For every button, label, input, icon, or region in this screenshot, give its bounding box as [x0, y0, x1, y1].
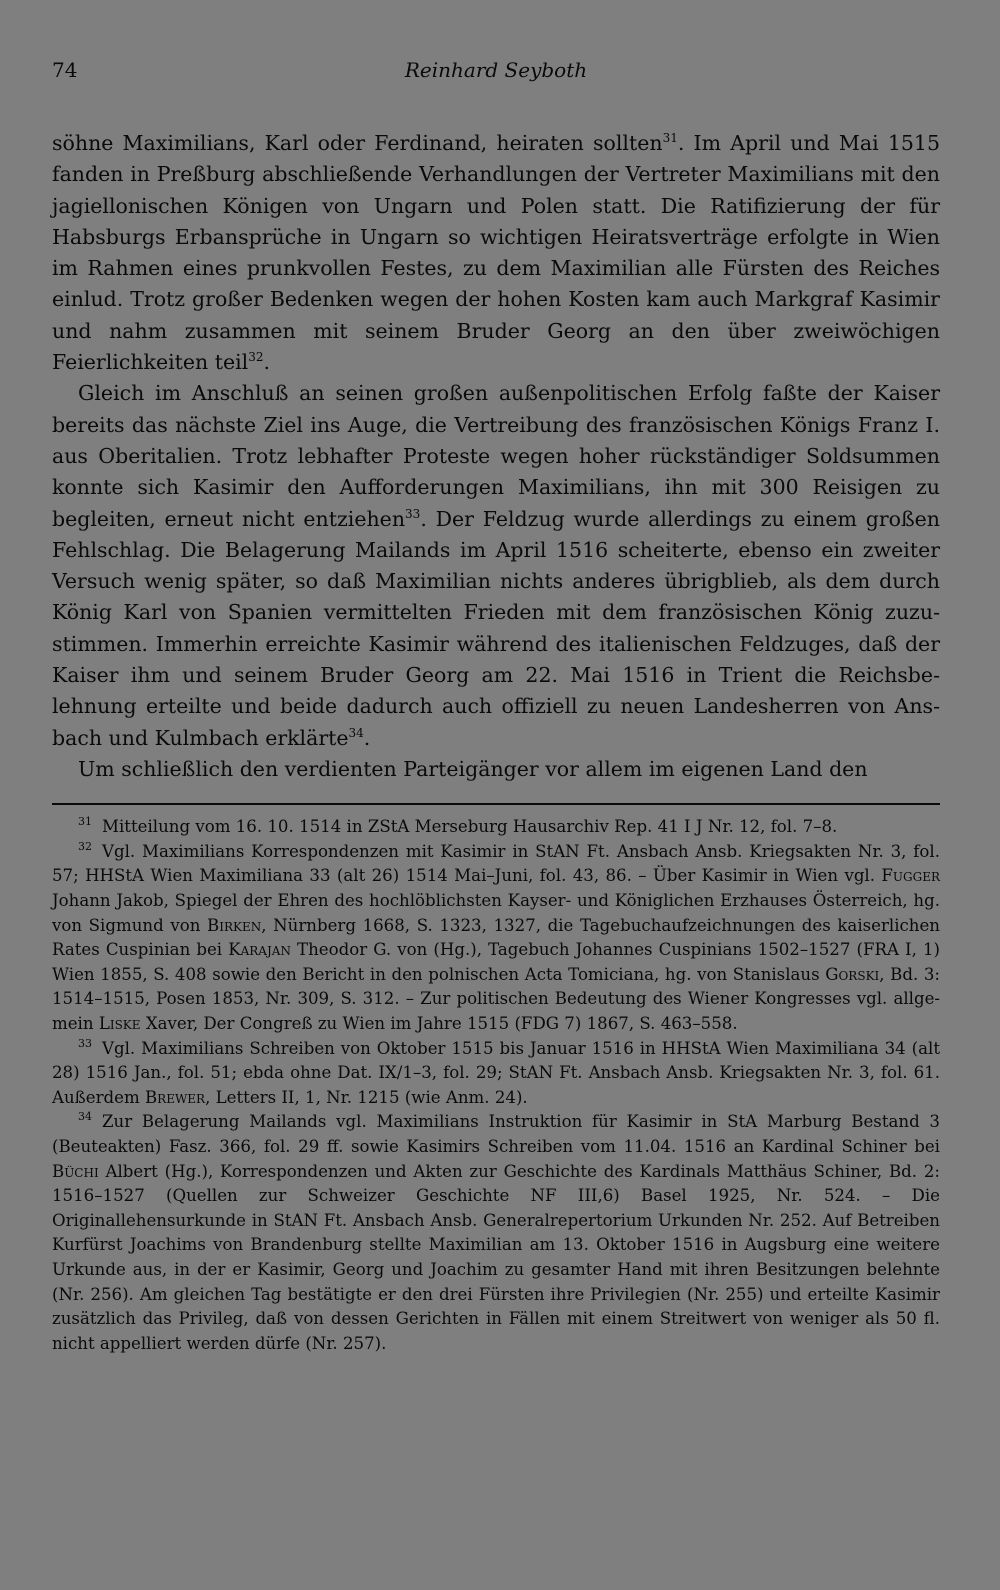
- footnote-text: Mitteilung vom 16. 10. 1514 in ZStA Merseburg Hausarchiv Rep. 41 I J Nr. 12, fol. 7–8.: [102, 817, 838, 837]
- author-name: Birken: [207, 915, 262, 935]
- page-number: 74: [52, 58, 78, 82]
- page-header: [52, 52, 940, 92]
- footnote-text: Xaver, Der Congreß zu Wien im Jahre 1515 (FDG 7) 1867, S. 463–558.: [140, 1013, 738, 1033]
- footnote-text: Zur Belagerung Mailands vgl. Maximilians Instruktion für Kasimir in StA Marburg Bestand 3 (Beuteakten) Fasz. 366, fol. 29 ff. sowie Kasimirs Schreiben vom 11.04. 1516 an Kardinal Schiner bei: [52, 1112, 940, 1156]
- text-run: .: [363, 725, 371, 750]
- footnote-text: Theodor G. von (Hg.), Tagebuch Johannes Cuspinians 1502–1527 (FRA I, 1) Wien 1855, S. 408 sowie den Bericht in den polnischen Acta Tomiciana, hg. von Stanislaus: [52, 940, 940, 984]
- footnote-number: 31: [78, 815, 92, 829]
- author-name: Gorski: [825, 964, 880, 984]
- footnote-text: , Bd. 3: 1514–1515, Posen 1853, Nr. 309, S. 312. – Zur politischen Bedeutung des Wiener Kongresses vgl. allgemein: [52, 964, 940, 1033]
- paragraph: [52, 128, 940, 378]
- footnote-ref: 33: [405, 506, 421, 521]
- paragraph: Um schließlich den verdienten Parteigänger vor allem im eigenen Land den: [78, 756, 868, 781]
- author-name: Liske: [98, 1013, 141, 1033]
- text-run: Gleich im Anschluß an seinen großen außenpolitischen Erfolg faßte der Kaiser bereits das nächste Ziel ins Auge, die Vertreibung des französischen Königs Franz I. aus Oberitalien. Trotz lebhafter Proteste wegen hoher rückständiger Soldsummen konnte sich Kasimir den Aufforderungen Maximilians, ihn mit 300 Reisigen zu begleiten, erneut nicht entziehen: [52, 381, 940, 531]
- footnotes: [52, 815, 940, 1356]
- footnote-33: [52, 1037, 940, 1111]
- author-name: Büchi: [52, 1161, 99, 1181]
- footnote-text: Vgl. Maximilians Korrespondenzen mit Kasimir in StAN Ft. Ansbach Ansb. Kriegsakten Nr. 3, fol. 57; HHStA Wien Maximiliana 33 (alt 26) 1514 Mai–Juni, fol. 43, 86. – Über Kasimir in Wien vgl.: [52, 841, 940, 886]
- footnote-text: , Nürnberg 1668, S. 1323, 1327, die Tagebuchaufzeichnungen des kaiserlichen Rates Cuspinian bei: [52, 915, 940, 960]
- footnote-ref: 32: [248, 350, 264, 365]
- footnote-ref: 34: [348, 725, 364, 740]
- text-run: söhne Maximilians, Karl oder Ferdinand, heiraten sollten: [52, 131, 663, 155]
- book-page: [52, 52, 940, 1356]
- footnote-34: [52, 1110, 940, 1356]
- footnote-31: [52, 815, 940, 840]
- text-run: .: [263, 350, 271, 375]
- text-run: . Der Feldzug wurde allerdings zu einem großen Fehlschlag. Die Belagerung Mailands im April 1516 scheiterte, ebenso ein zweiter Versuch wenig später, so daß Maximilian nichts anderes übrigblieb, als dem durch König Karl von Spanien vermittelten Frieden mit dem französischen König zuzustimmen. Immerhin erreichte Kasimir während des italienischen Feldzuges, daß der Kaiser ihm und seinem Bruder Georg am 22. Mai 1516 in Trient die Reichsbelehnung erteilte und beide dadurch auch offiziell zu neuen Landesherren von Ansbach und Kulmbach erklärte: [52, 506, 940, 750]
- main-text: [52, 128, 940, 785]
- footnote-text: Vgl. Maximilians Schreiben von Oktober 1515 bis Januar 1516 in HHStA Wien Maximiliana 34 (alt 28) 1516 Jan., fol. 51; ebda ohne Dat. IX/1–3, fol. 29; StAN Ft. Ansbach Ansb. Kriegsakten Nr. 3, fol. 61. Außerdem: [52, 1038, 940, 1107]
- footnote-text: Johann Jakob, Spiegel der Ehren des hochlöblichsten Kayser- und Königlichen Erzhauses Österreich, hg. von Sigmund von: [52, 891, 940, 935]
- footnote-number: 33: [78, 1036, 92, 1050]
- footnote-number: 32: [78, 839, 92, 853]
- footnote-text: Albert (Hg.), Korrespondenzen und Akten zur Geschichte des Kardinals Matthäus Schiner, Bd. 2: 1516–1527 (Quellen zur Schweizer Geschichte NF III,6) Basel 1925, Nr. 524. – Die Originallehensurkunde in StAN Ft. Ansbach Ansb. Generalrepertorium Urkunden Nr. 252. Auf Betreiben Kurfürst Joachims von Brandenburg stellte Maximilian am 13. Oktober 1516 in Augsburg eine weitere Urkunde aus, in der er Kasimir, Georg und Joachim zu gesamter Hand mit ihren Besitzungen belehnte (Nr. 256). Am gleichen Tag bestätigte er den drei Fürsten ihre Privilegien (Nr. 255) und erteilte Kasimir zusätzlich das Privileg, daß von dessen Gerichten in Fällen mit einem Streitwert von weniger als 50 fl. nicht appelliert werden dürfe (Nr. 257).: [52, 1161, 940, 1353]
- footnote-divider: [52, 803, 940, 805]
- footnote-text: , Letters II, 1, Nr. 1215 (wie Anm. 24).: [205, 1087, 528, 1107]
- running-head: Reinhard Seyboth: [404, 58, 588, 82]
- author-name: Brewer: [144, 1087, 206, 1107]
- author-name: Karajan: [228, 940, 291, 960]
- footnote-number: 34: [78, 1110, 92, 1124]
- author-name: Fugger: [881, 866, 940, 886]
- footnote-32: [52, 840, 940, 1037]
- footnote-ref: 31: [662, 131, 678, 145]
- text-run: . Im April und Mai 1515 fanden in Preßburg abschließende Verhandlungen der Vertreter Maximilians mit den jagiellonischen Königen von Ungarn und Polen statt. Die Ratifizierung der für Habsburgs Erbansprüche in Ungarn so wichtigen Heiratsverträge erfolgte in Wien im Rahmen eines prunkvollen Festes, zu dem Maximilian alle Fürsten des Reiches einlud. Trotz großer Bedenken wegen der hohen Kosten kam auch Markgraf Kasimir und nahm zusammen mit seinem Bruder Georg an den über zweiwöchigen Feierlichkeiten teil: [52, 131, 940, 375]
- paragraph: [52, 378, 940, 754]
